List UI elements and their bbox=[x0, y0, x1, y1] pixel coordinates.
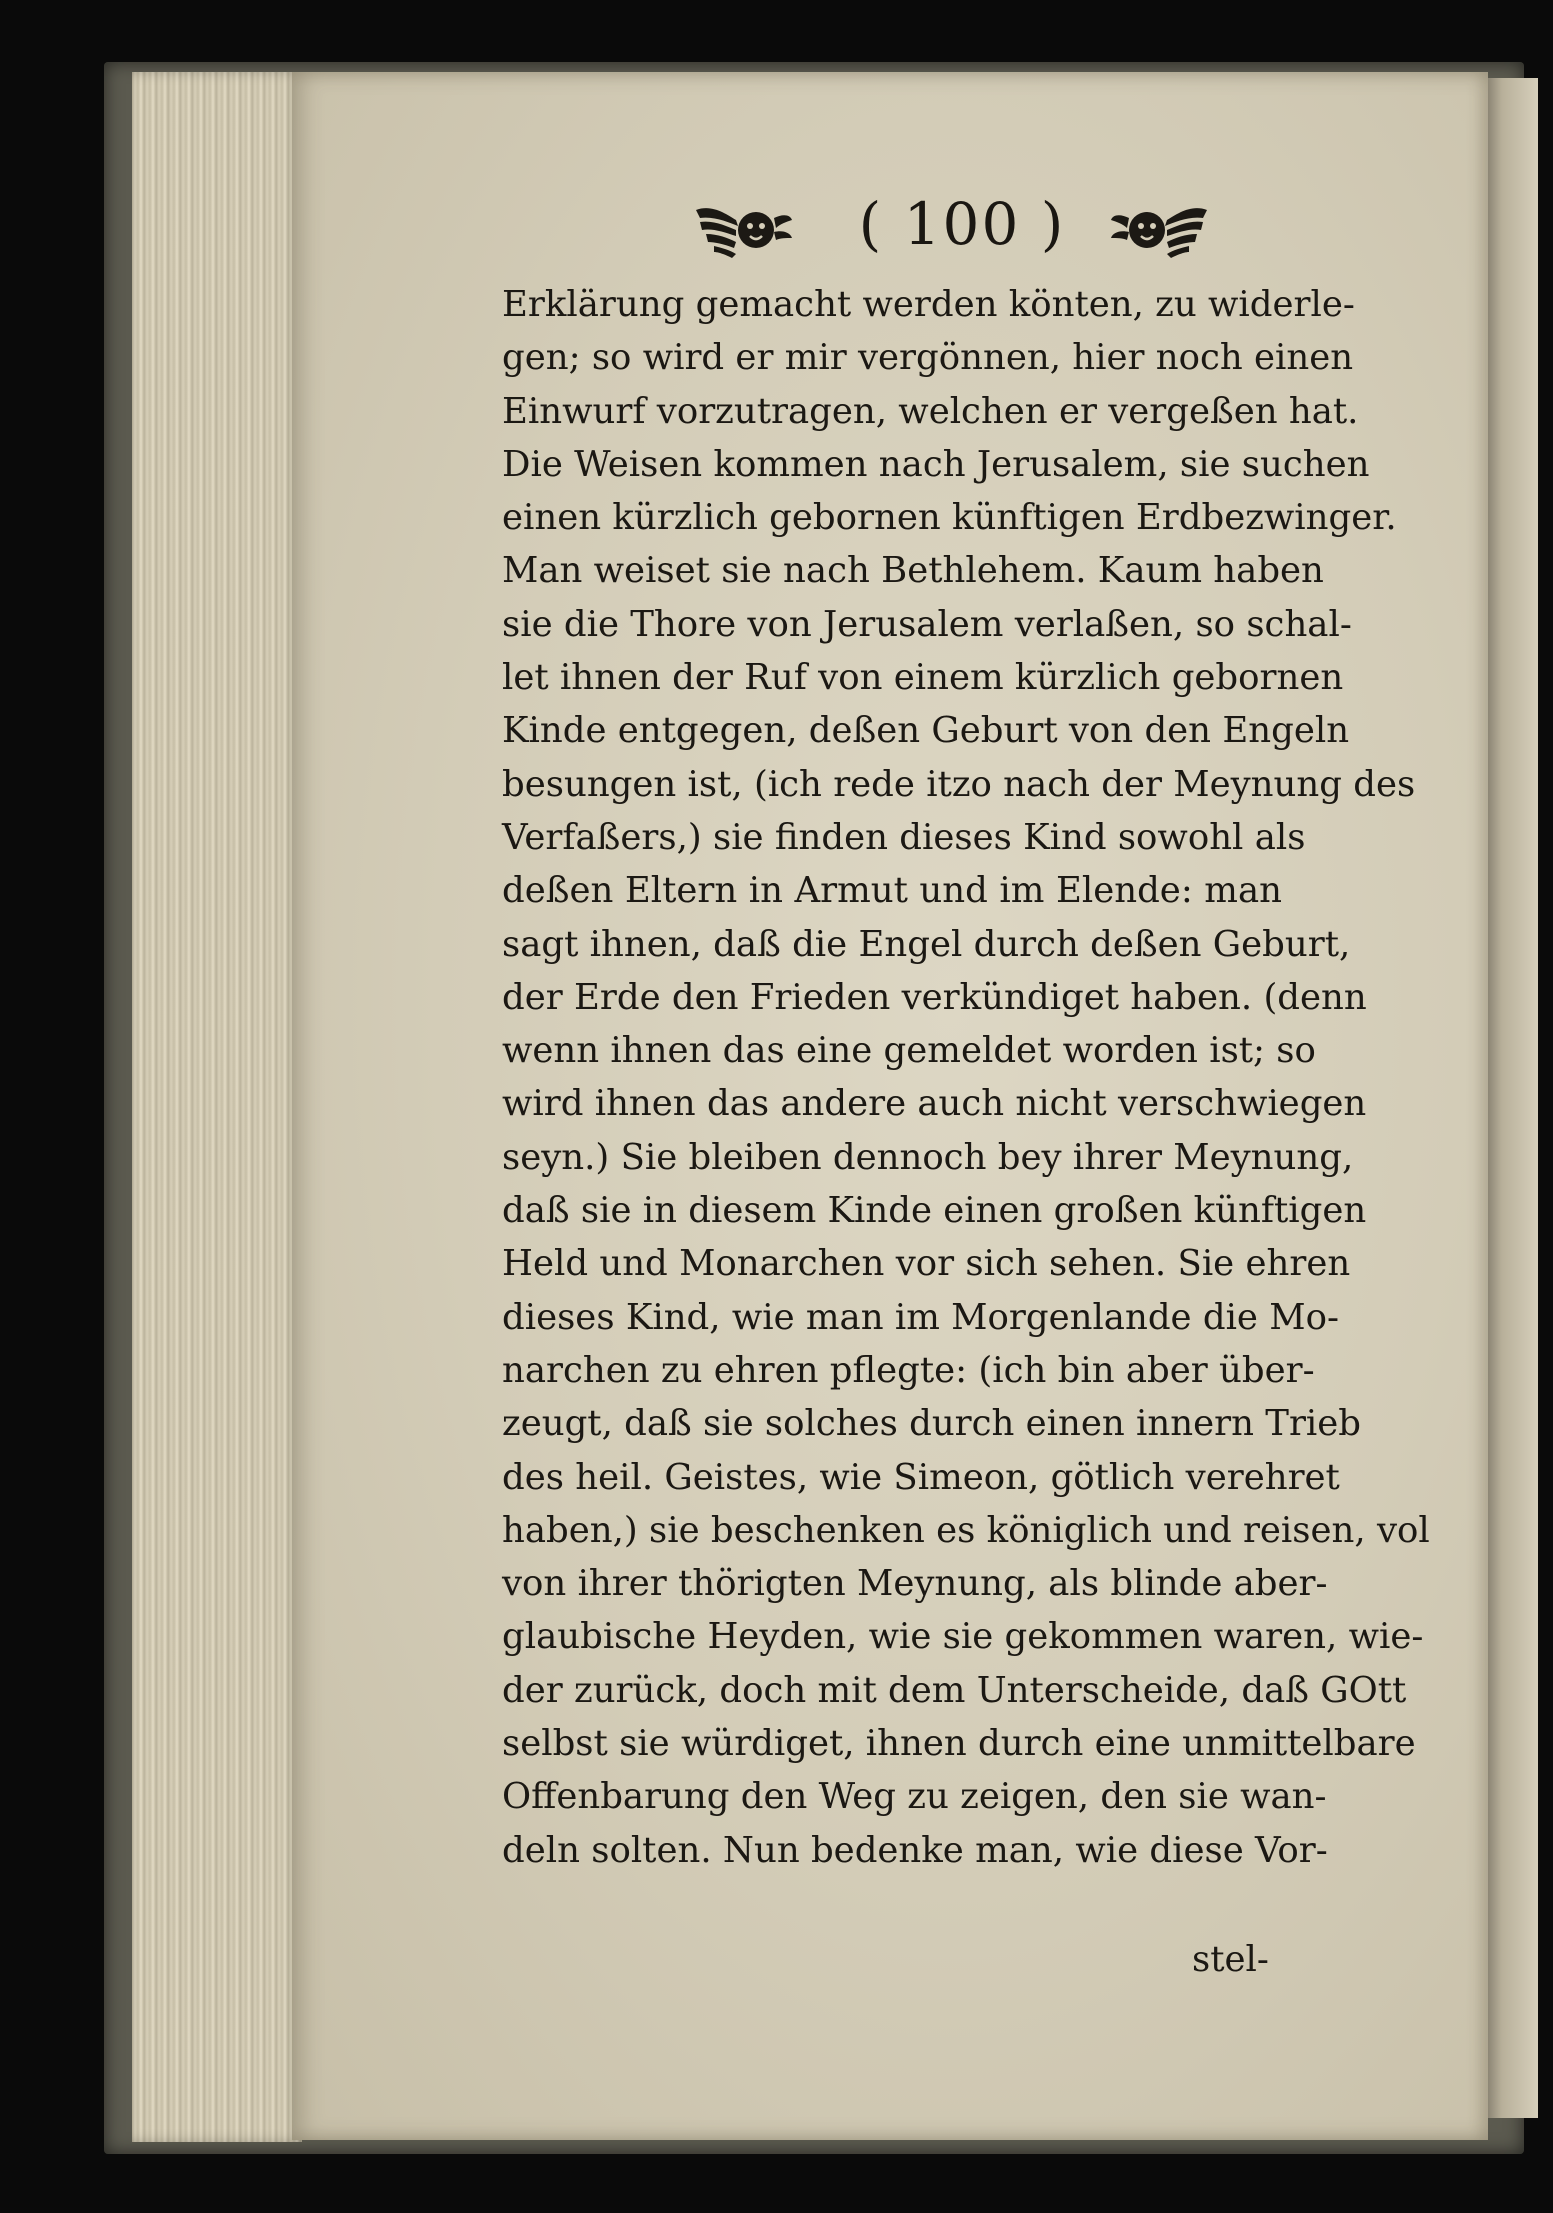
text-line: Einwurf vorzutragen, welchen er vergeßen hat. bbox=[502, 390, 1359, 432]
text-line: der Erde den Frieden verkündiget haben. (denn bbox=[502, 976, 1367, 1018]
text-line: seyn.) Sie bleiben dennoch bey ihrer Meynung, bbox=[502, 1136, 1354, 1178]
text-line: des heil. Geistes, wie Simeon, götlich verehret bbox=[502, 1456, 1340, 1498]
text-line: zeugt, daß sie solches durch einen innern Trieb bbox=[502, 1403, 1362, 1445]
text-line: glaubische Heyden, wie sie gekommen waren, wie‑ bbox=[502, 1616, 1424, 1658]
text-line: Offenbarung den Weg zu zeigen, den sie wan‑ bbox=[502, 1776, 1327, 1818]
text-line: besungen ist, (ich rede itzo nach der Meynung des bbox=[502, 763, 1416, 805]
text-line: einen kürzlich gebornen künftigen Erdbezwinger. bbox=[502, 497, 1397, 539]
page-header bbox=[292, 190, 1488, 290]
text-line: Verfaßers,) sie finden dieses Kind sowohl als bbox=[502, 816, 1306, 858]
text-line: Man weiset sie nach Bethlehem. Kaum haben bbox=[502, 550, 1324, 592]
text-line: von ihrer thörigten Meynung, als blinde aber‑ bbox=[502, 1563, 1328, 1605]
text-line: deln solten. Nun bedenke man, wie diese Vor‑ bbox=[502, 1829, 1328, 1871]
head-ornament-right-icon bbox=[1107, 200, 1211, 264]
head-ornament-left-icon bbox=[692, 200, 796, 264]
text-line: Die Weisen kommen nach Jerusalem, sie suchen bbox=[502, 443, 1370, 485]
text-line: Erklärung gemacht werden könten, zu widerle‑ bbox=[502, 284, 1355, 325]
text-line: sie die Thore von Jerusalem verlaßen, so schal‑ bbox=[502, 603, 1352, 645]
text-line: selbst sie würdiget, ihnen durch eine unmittelbare bbox=[502, 1723, 1416, 1765]
text-line: deßen Eltern in Armut und im Elende: man bbox=[502, 870, 1282, 912]
text-line: haben,) sie beschenken es königlich und reisen, vol bbox=[502, 1509, 1430, 1551]
catchword: stel‑ bbox=[1192, 1939, 1269, 1980]
text-line: dieses Kind, wie man im Morgenlande die Mo‑ bbox=[502, 1296, 1339, 1338]
page-body-text bbox=[502, 278, 1430, 1877]
page-edges bbox=[132, 72, 302, 2142]
page-number: ( 100 ) bbox=[858, 190, 1066, 258]
text-line: der zurück, doch mit dem Unterscheide, daß GOtt bbox=[502, 1669, 1407, 1711]
text-line: Kinde entgegen, deßen Geburt von den Engeln bbox=[502, 710, 1350, 752]
text-line: narchen zu ehren pflegte: (ich bin aber über‑ bbox=[502, 1349, 1315, 1391]
book-page bbox=[292, 72, 1488, 2140]
text-line: gen; so wird er mir vergönnen, hier noch einen bbox=[502, 337, 1354, 379]
text-line: let ihnen der Ruf von einem kürzlich gebornen bbox=[502, 657, 1344, 699]
text-line: Held und Monarchen vor sich sehen. Sie ehren bbox=[502, 1243, 1351, 1285]
text-line: wenn ihnen das eine gemeldet worden ist; so bbox=[502, 1030, 1316, 1072]
text-line: sagt ihnen, daß die Engel durch deßen Geburt, bbox=[502, 923, 1351, 965]
text-line: wird ihnen das andere auch nicht verschwiegen bbox=[502, 1083, 1367, 1125]
text-line: daß sie in diesem Kinde einen großen künftigen bbox=[502, 1190, 1367, 1232]
